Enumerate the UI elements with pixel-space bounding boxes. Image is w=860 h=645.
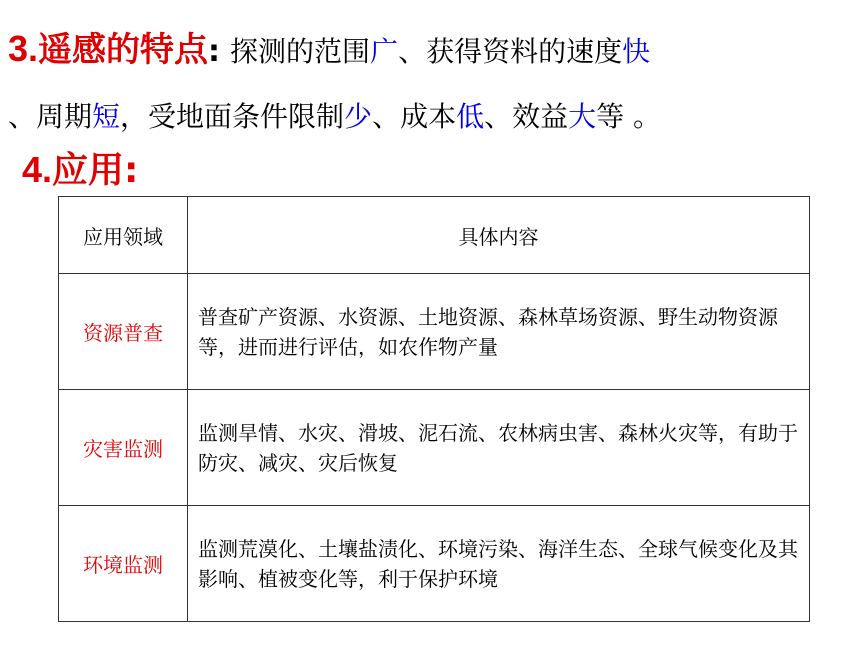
table-row (59, 274, 810, 390)
keyword: 低 (456, 100, 485, 133)
text-segment: 等 。 (596, 100, 662, 133)
keyword: 短 (92, 100, 121, 133)
keyword: 少 (344, 100, 373, 133)
row-content: 监测荒漠化、土壤盐渍化、环境污染、海洋生态、全球气候变化及其影响、植被变化等，利于保护环境 (188, 506, 810, 622)
table-row (59, 390, 810, 506)
table-row (59, 506, 810, 622)
applications-table (58, 196, 810, 622)
keyword: 快 (622, 35, 651, 68)
heading-title: 遥感的特点 (38, 30, 209, 70)
features-continuation-line (8, 95, 661, 135)
text-segment: 探测的范围 (230, 35, 371, 68)
header-domain: 应用领域 (59, 197, 188, 274)
text-segment: 、周期 (8, 100, 93, 133)
header-content: 具体内容 (188, 197, 810, 274)
section-title: 应用: (52, 150, 139, 191)
section-number: 4. (22, 149, 53, 190)
heading-colon: : (208, 34, 221, 69)
text-segment: 、获得资料的速度 (398, 35, 623, 68)
text-segment: ，受地面条件限制 (120, 100, 345, 133)
applications-heading (22, 142, 138, 193)
table-header-row (59, 197, 810, 274)
text-segment: 、效益 (484, 100, 569, 133)
text-segment: 、成本 (372, 100, 457, 133)
row-content: 监测旱情、水灾、滑坡、泥石流、农林病虫害、森林火灾等，有助于防灾、减灾、灾后恢复 (188, 390, 810, 506)
row-domain: 资源普查 (59, 274, 188, 390)
keyword: 大 (568, 100, 597, 133)
row-domain: 灾害监测 (59, 390, 188, 506)
heading-number: 3. (8, 28, 39, 69)
row-content: 普查矿产资源、水资源、土地资源、森林草场资源、野生动物资源等，进而进行评估，如农作物产量 (188, 274, 810, 390)
keyword: 广 (370, 35, 399, 68)
features-heading-line (8, 22, 650, 71)
row-domain: 环境监测 (59, 506, 188, 622)
